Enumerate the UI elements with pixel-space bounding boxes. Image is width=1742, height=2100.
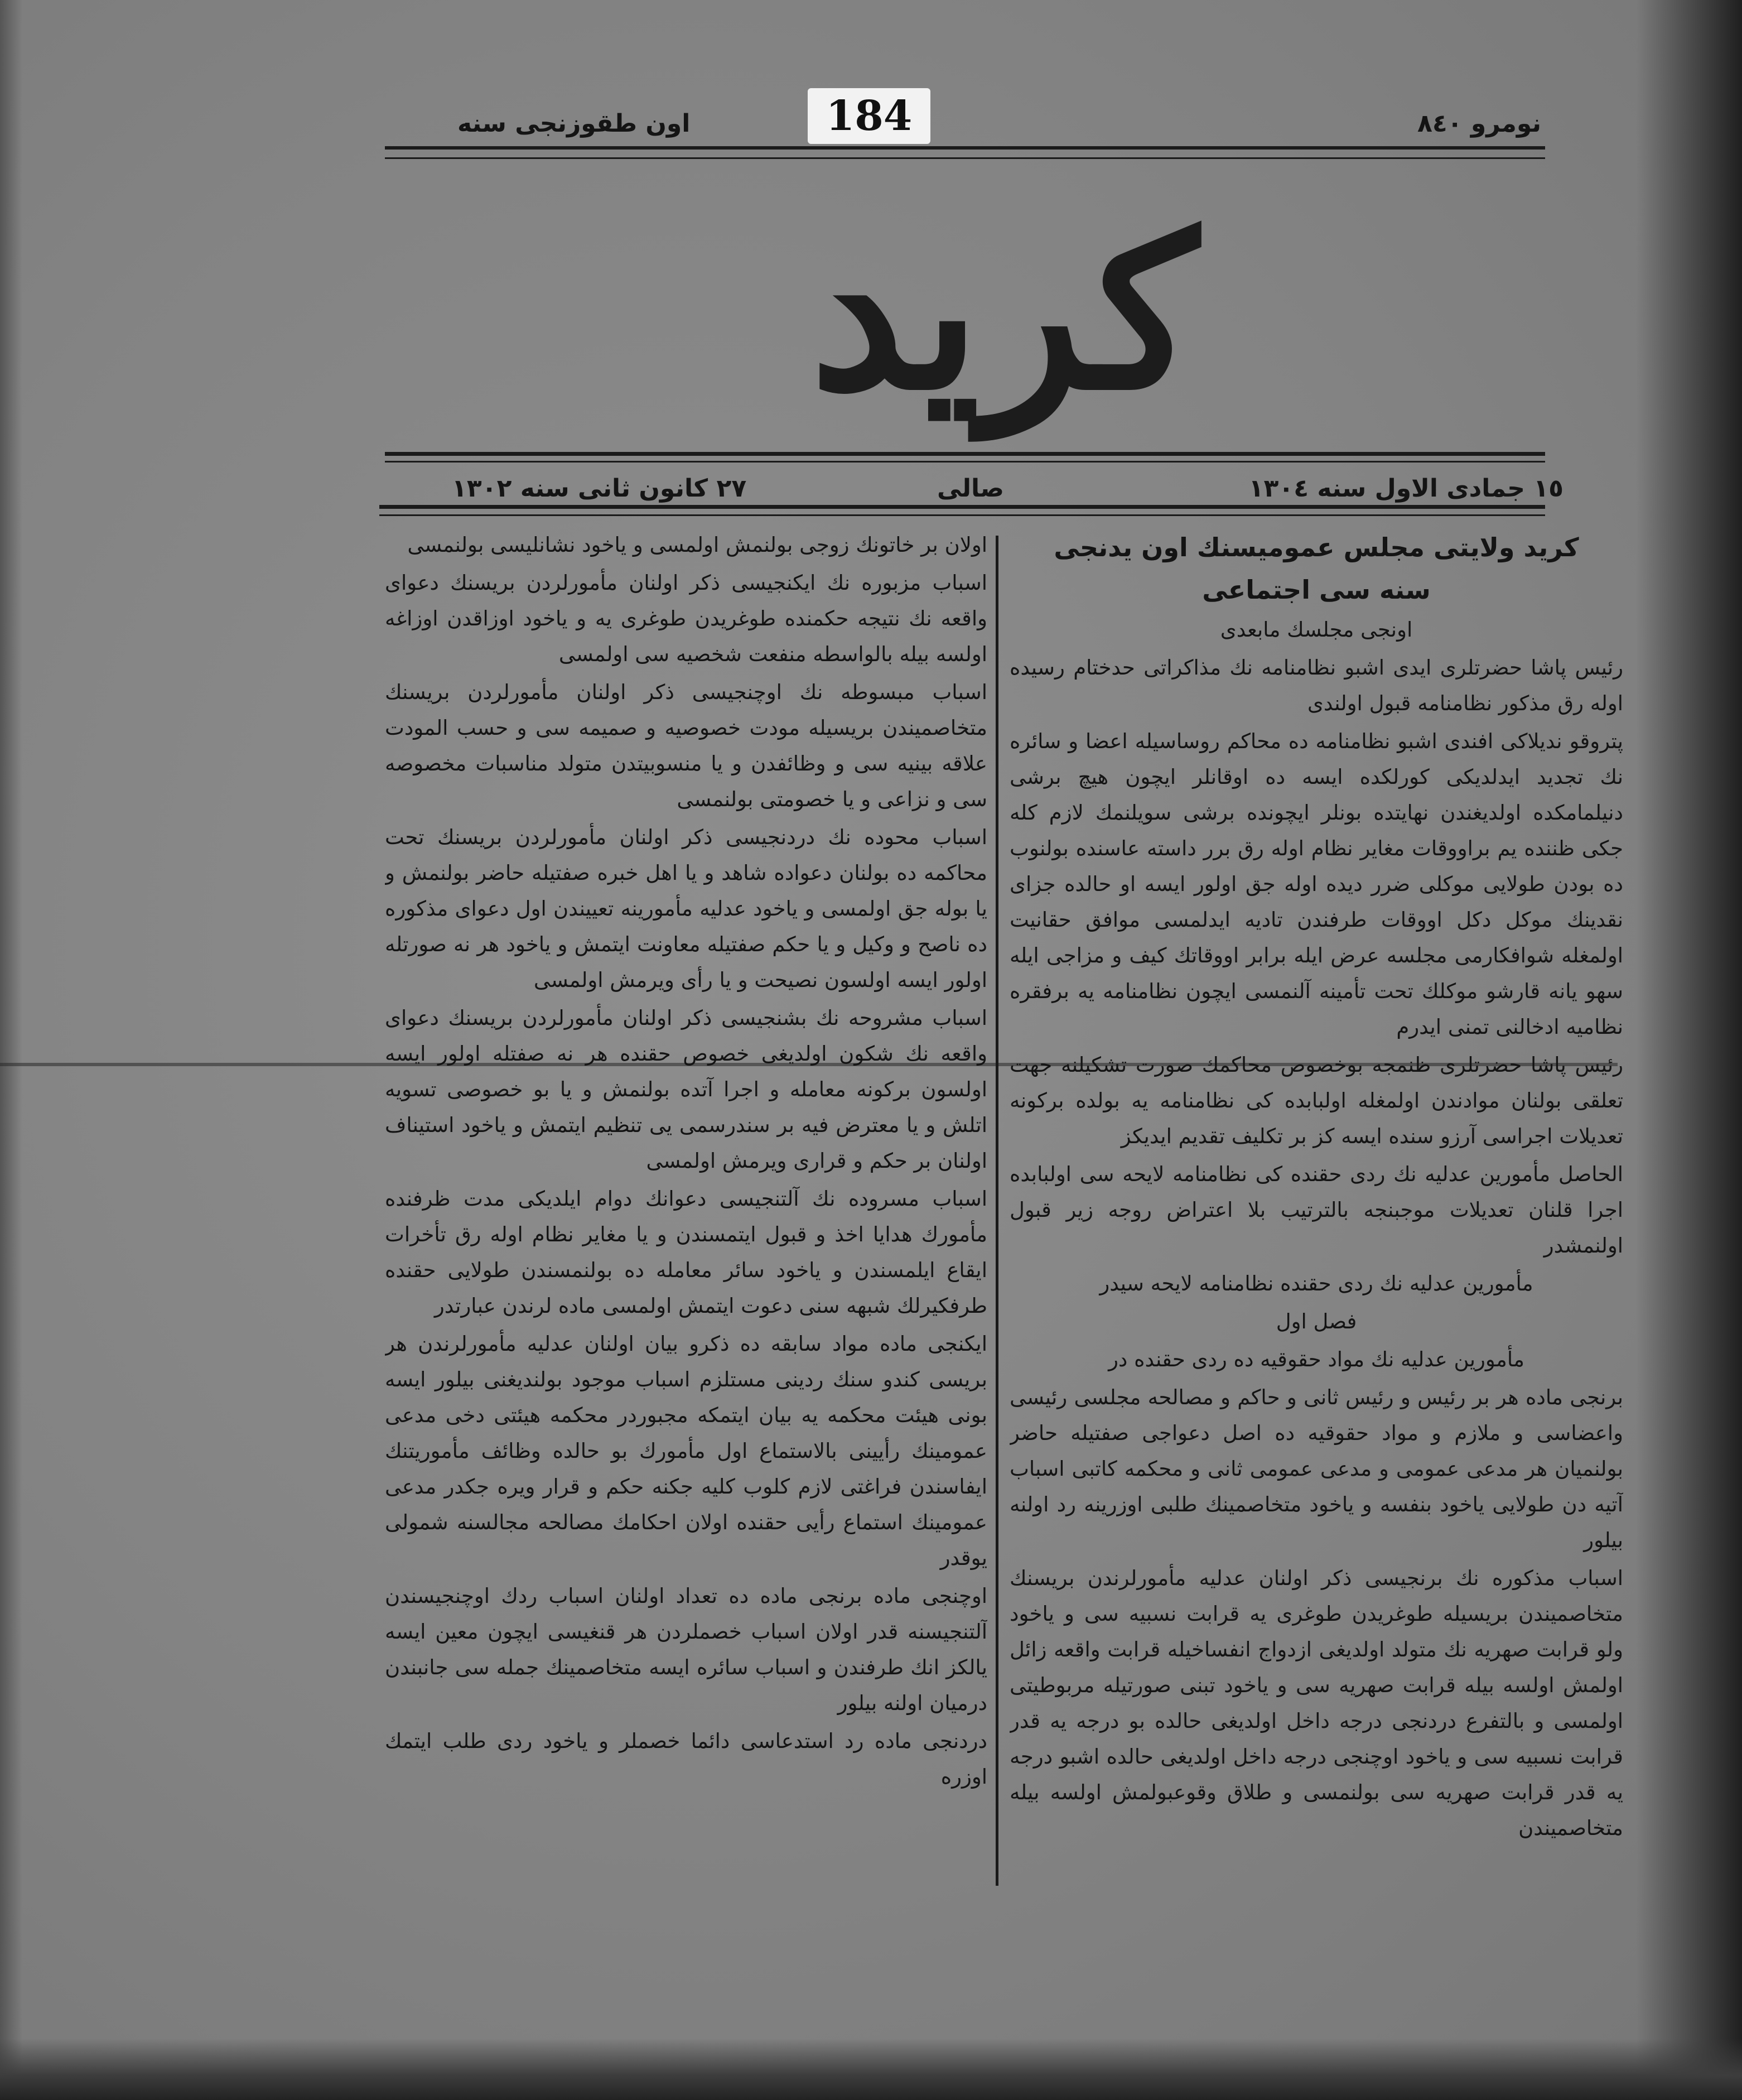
page-edge-shadow-left (0, 0, 22, 2100)
right-paragraph: الحاصل مأمورین عدلیه نك ردی حقنده کی نظامنامه لایحه سی اولبابده اجرا قلنان تعدیلات موجبنجه بالترتیب بلا اعتراض روجه زیر قبول اولنمشدر (1010, 1162, 1623, 1258)
left-paragraph: اسباب مبسوطه نك اوچنجیسی ذکر اولنان مأمورلردن بریسنك متخاصمیندن بریسیله مودت خصوصیه و صمیمه سی و حسب المودت علاقه بینیه سی و وظائفدن و یا منسوبیتدن متولد مناسبات مخصوصه سی و نزاعی و یا خصومتی بولنمسی (385, 680, 987, 811)
page-number: 184 (808, 88, 930, 144)
right-paragraph: رئیس پاشا حضرتلری ظنمجه بوخصوص محاکمك صورت تشکیلنه جهت تعلقی بولنان موادندن اولمغله اولبابده کی نظامنامه یه بولده برکونه تعدیلات اجراسی آرزو سنده ایسه کز بر تکلیف تقدیم ایدیکز (1010, 1053, 1623, 1148)
masthead-title: کرید (810, 187, 1198, 437)
weekday: صالی (937, 474, 1005, 503)
dateband-top-rule-thin (385, 461, 1545, 463)
article-heading-line2: سنه سی اجتماعی (1202, 575, 1431, 605)
left-paragraph: اسباب محوده نك دردنجیسی ذکر اولنان مأمورلردن بریسنك تحت محاکمه ده بولنان دعواده شاهد و یا اهل خبره صفتیله حاضر بولنمش و یا بوله جق اولمسی و یاخود عدلیه مأمورینه تعییندن اول دعوای مذکوره ده ناصح و وکیل و یا حکم صفتیله معاونت ایتمش و یاخود هر نه صورتله اولور ایسه اولسون نصیحت و یا رأی ویرمش اولمسی (385, 825, 987, 992)
left-paragraph: ایکنجی ماده مواد سابقه ده ذکرو بیان اولنان عدلیه مأمورلرندن هر بریسی کندو سنك ردینی مستلزم اسباب موجود بولندیغنی بیلور ایسه بونی هیئت محکمه یه بیان ایتمکه مجبوردر محکمه هیئتی دخی مدعی عمومینك رأیینی بالاستماع اول مأمورك بو حالده وظائف مأموریتنك ایفاسندن فراغتی لازم کلوب کلیه جکنه حکم و قرار ویره جکدر مدعی عمومینك استماع رأیی حقنده اولان احکامك مصالحه مجالسنه شمولی یوقدر (385, 1332, 987, 1570)
page-edge-damage-right (1636, 0, 1742, 2100)
dateband-bottom-rule (379, 505, 1545, 509)
right-paragraph: پتروقو ندیلاکی افندی اشبو نظامنامه ده محاکم روساسیله اعضا و سائره نك تجدید ایدلدیکی کورلکده ایسه ده اوقانلر ایچون هیچ برشی دنیلمامکده اولدیغندن نهایتده بونلر ایچونده برشی سویلنمك لازم کله جکی ظننده یم براووقات مغایر نظام اوله رق برر داسته عاسنده بولنوب ده بودن طولایی موکلی ضرر دیده اوله جق اولور ایسه او حالده جزای نقدینك موکل دکل اووقات طرفندن تادیه ایدلمسی موافق حقانیت اولمغله شوافکارمی مجلسه عرض ایله برابر اووقاتك کیف و مزاجی ایله سهو یانه قارشو موکلك تحت تأمینه آلنمسی ایچون نظامنامه یه برفقره نظامیه ادخالنی تمنی ایدرم (1010, 729, 1623, 1039)
right-column (1010, 527, 1623, 1900)
right-paragraph: برنجی ماده هر بر رئیس و رئیس ثانی و حاکم و مصالحه مجلسی رئیسی واعضاسی و ملازم و مواد حقوقیه ده اصل دعواجی صفتیله حاضر بولنمیان هر مدعی عمومی و مدعی عمومی ثانی و محکمه کاتبی اسباب آتیه دن طولایی یاخود بنفسه و یاخود متخاصمینك طلبی اوزرینه رد اولنه بیلور (1010, 1385, 1623, 1552)
left-paragraph: دردنجی ماده رد استدعاسی دائما خصملر و یاخود ردی طلب ایتمك اوزره (385, 1729, 987, 1789)
chapter-subtitle: مأمورین عدلیه نك مواد حقوقیه ده ردی حقنده در (1108, 1347, 1524, 1371)
left-paragraph: اوچنجی ماده برنجی ماده ده تعداد اولنان اسباب ردك اوچنجیسندن آلتنجیسنه قدر اولان اسباب خصملردن هر قنغیسی ایچون معین ایسه یالکز انك طرفندن و اسباب سائره ایسه متخاصمینك جمله سی جانبندن درمیان اولنه بیلور (385, 1584, 987, 1715)
issue-number: نومرو ٨٤٠ (1417, 109, 1541, 138)
chapter-title: فصل اول (1276, 1309, 1357, 1333)
left-paragraph: اسباب مزبوره نك ایکنجیسی ذکر اولنان مأمورلردن بریسنك دعوای واقعه نك نتیجه حکمنده طوغریدن طوغری یه و یاخود اوزاقدن اوزاغه اولسه بیله بالواسطه منفعت شخصیه سی اولمسی (385, 571, 987, 666)
right-paragraph: اسباب مذکوره نك برنجیسی ذکر اولنان عدلیه مأمورلرندن بریسنك متخاصمیندن بریسیله طوغریدن طوغری یه قرابت نسبیه سی و یاخود ولو قرابت صهریه نك متولد اولدیغی ازدواج انفساخیله قرابت واقعه زائل اولمش اولسه بیله قرابت صهریه سی و یاخود تبنی صورتیله مربوطیتی اولمسی و بالتفرع دردنجی درجه داخل اولدیغی حالده بو درجه یه قدر قرابت نسبیه سی و یاخود اوچنجی درجه داخل اولدیغی حالده اشبو درجه یه قدر قرابت صهریه سی بولنمسی و طلاق وقوعبولمش اولسه بیله متخاصمیندن (1010, 1566, 1623, 1840)
header-top-rule (385, 146, 1545, 150)
year-label: اون طقوزنجی سنه (457, 109, 691, 138)
column-divider (996, 536, 998, 1886)
date-rumi: ٢٧ کانون ثانی سنه ١٣٠٢ (452, 474, 747, 503)
session-title: اونجی مجلسك مابعدی (1220, 618, 1413, 642)
article-heading-line1: کرید ولایتی مجلس عمومیسنك اون یدنجی (1054, 532, 1579, 562)
dateband-bottom-rule-thin (379, 514, 1545, 516)
dateband-top-rule (385, 452, 1545, 456)
regulation-title: مأمورین عدلیه نك ردی حقنده نظامنامه لایحه سیدر (1099, 1271, 1533, 1295)
left-paragraph: اولان بر خاتونك زوجی بولنمش اولمسی و یاخود نشانلیسی بولنمسی (407, 533, 987, 557)
left-column (385, 527, 987, 1900)
header-top-rule-thin (385, 157, 1545, 159)
date-hijri: ١٥ جمادی الاول سنه ١٣٠٤ (1248, 474, 1564, 503)
left-paragraph: اسباب مشروحه نك بشنجیسی ذکر اولنان مأمورلردن بریسنك دعوای واقعه نك شکون اولدیغی خصوص حقنده هر نه صفتله اولور ایسه اولسون برکونه معامله و اجرا آتده بولنمش و یا بو خصوصی تسویه اتلش و یا معترض فیه بر سندرسمی یی تنظیم ایتمش و یاخود استیناف اولنان بر حکم و قراری ویرمش اولمسی (385, 1006, 987, 1173)
right-paragraph: رئیس پاشا حضرتلری ایدی اشبو نظامنامه نك مذاکراتی حدختام رسیده اوله رق مذکور نظامنامه قبول اولندی (1010, 656, 1623, 715)
page-edge-shadow-bottom (0, 2039, 1742, 2100)
left-paragraph: اسباب مسروده نك آلتنجیسی دعوانك دوام ایلدیکی مدت ظرفنده مأمورك هدایا اخذ و قبول ایتمسندن و یا مغایر نظام اوله رق تأخرات ایقاع ایلمسندن و یاخود سائر معامله ده بولنمسندن طولایی حقنده طرفکیرلك شبهه سنی دعوت ایتمش اولمسی ماده لرندن عبارتدر (385, 1187, 987, 1318)
